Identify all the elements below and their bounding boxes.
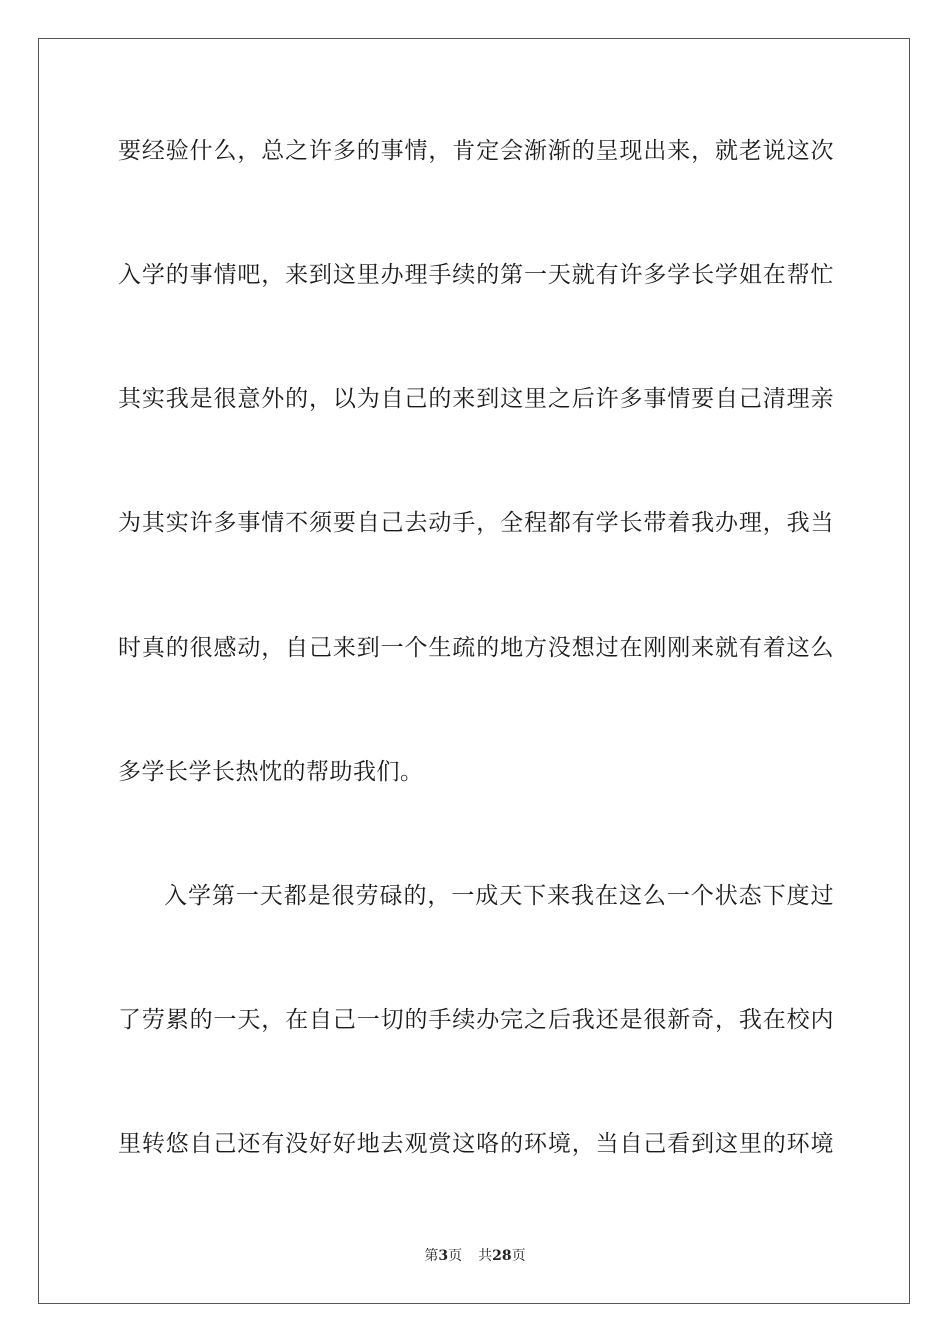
text-line: 里转悠自己还有没好好地去观赏这咯的环境，当自己看到这里的环境: [118, 1131, 834, 1157]
total-pages: 28: [492, 1248, 512, 1264]
text-line: 时真的很感动，自己来到一个生疏的地方没想过在刚刚来就有着这么: [118, 635, 834, 661]
text-line: 了劳累的一天，在自己一切的手续办完之后我还是很新奇，我在校内: [118, 1007, 834, 1033]
page-prefix: 第: [424, 1248, 439, 1264]
page-suffix: 页: [448, 1248, 463, 1264]
paragraph-first-line: 入学第一天都是很劳碌的，一成天下来我在这么一个状态下度过: [164, 883, 834, 909]
text-line: 为其实许多事情不须要自己去动手，全程都有学长带着我办理，我当: [118, 510, 834, 536]
text-line: 其实我是很意外的，以为自己的来到这里之后许多事情要自己清理亲: [118, 386, 834, 412]
page-footer: [0, 1247, 950, 1265]
text-line: 入学的事情吧，来到这里办理手续的第一天就有许多学长学姐在帮忙: [118, 262, 834, 288]
text-line: 要经验什么，总之许多的事情，肯定会渐渐的呈现出来，就老说这次: [118, 138, 834, 164]
text-line: 多学长学长热忱的帮助我们。: [118, 759, 424, 785]
total-suffix: 页: [511, 1248, 526, 1264]
page-number: 3: [438, 1248, 449, 1264]
page-border: [38, 38, 910, 1304]
total-prefix: 共: [478, 1248, 493, 1264]
